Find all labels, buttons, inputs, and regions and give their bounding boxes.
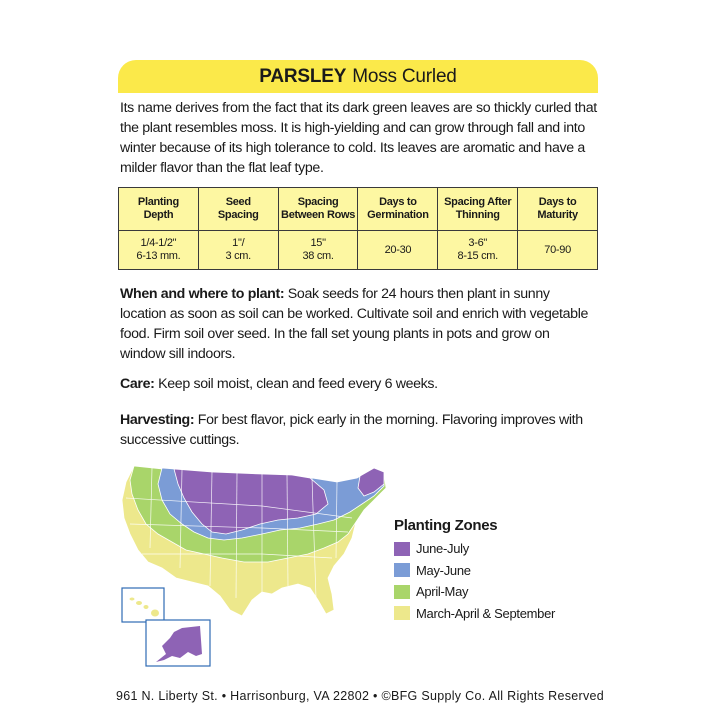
care-text: Keep soil moist, clean and feed every 6 weeks. [154,376,438,392]
when-where-section [120,284,598,364]
cell-seed-spacing: 1"/ 3 cm. [198,231,278,270]
title-plant-name: PARSLEY [259,65,347,87]
header-germination: Days to Germination [358,188,438,231]
legend-title: Planting Zones [394,517,498,534]
legend-item [394,560,594,582]
table-row [119,231,598,270]
cell-germination: 20-30 [358,231,438,270]
legend-swatch [394,563,410,577]
when-where-text: Soak seeds for 24 hours then plant in sunny location as soon as soil can be worked. Cultivate soil and enrich with vegetable food. Firm soil over seed. In the fall set young plants in pots and grow on window sill indoors. [120,286,589,362]
legend-item [394,603,594,625]
header-seed-spacing: Seed Spacing [198,188,278,231]
cell-row-spacing: 15" 38 cm. [278,231,358,270]
legend-label: June-July [416,541,469,557]
cell-thinning: 3-6" 8-15 cm. [438,231,518,270]
when-where-heading: When and where to plant: [120,286,285,302]
table-header-row [119,188,598,231]
legend-item [394,538,594,560]
legend-label: March-April & September [416,605,556,621]
legend-swatch [394,542,410,556]
legend-swatch [394,585,410,599]
legend-label: May-June [416,562,471,578]
legend-label: April-May [416,584,469,600]
header-row-spacing: Spacing Between Rows [278,188,358,231]
header-thinning: Spacing After Thinning [438,188,518,231]
footer-address: 961 N. Liberty St. • Harrisonburg, VA 22802 • ©BFG Supply Co. All Rights Reserved [115,689,605,703]
header-maturity: Days to Maturity [518,188,598,231]
hawaii-inset [122,588,164,622]
intro-paragraph: Its name derives from the fact that its dark green leaves are so thickly curled that the plant resembles moss. It is high-yielding and can grow through fall and into winter because of its high tolerance to cold. Its leaves are aromatic and have a milder flavor than the flat leaf type. [120,100,597,176]
title-banner [118,60,598,93]
planting-zone-map [112,458,402,668]
title-variety: Moss Curled [352,65,457,87]
cell-maturity: 70-90 [518,231,598,270]
planting-zones-legend [394,517,594,624]
header-planting-depth: Planting Depth [119,188,199,231]
care-section [120,374,598,394]
growing-info-table [118,187,598,270]
legend-item [394,581,594,603]
legend-swatch [394,606,410,620]
harvesting-heading: Harvesting: [120,412,195,428]
cell-planting-depth: 1/4-1/2" 6-13 mm. [119,231,199,270]
care-heading: Care: [120,376,155,392]
harvesting-section [120,410,598,450]
harvesting-text: For best flavor, pick early in the morning. Flavoring improves with successive cuttings. [120,412,583,448]
